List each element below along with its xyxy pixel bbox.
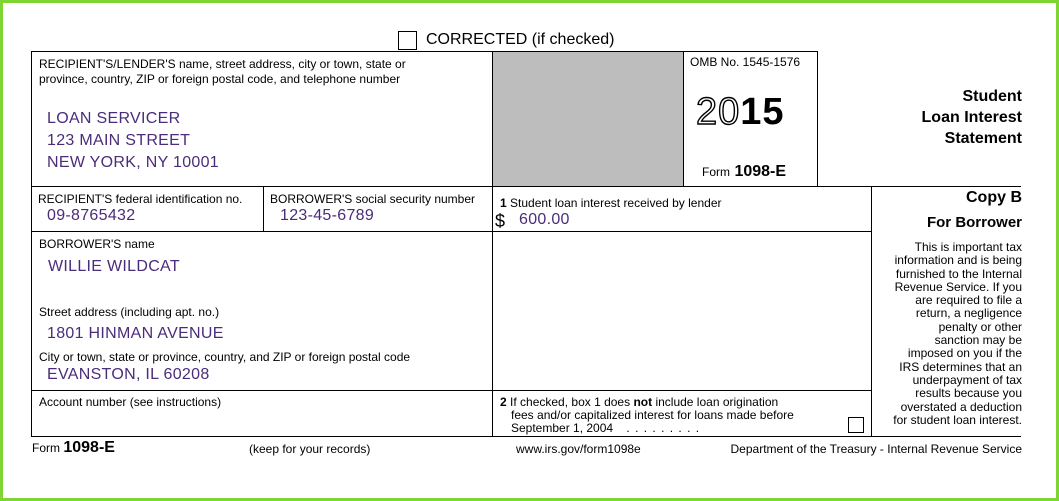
corrected-label: CORRECTED (if checked) — [426, 31, 615, 48]
tax-year — [696, 91, 785, 134]
box2-line2: fees and/or capitalized interest for loans made before — [511, 408, 794, 422]
recipient-label-line1: RECIPIENT'S/LENDER'S name, street address, city or town, state or — [39, 57, 406, 71]
notice-line: return, a negligence — [915, 306, 1022, 321]
grid-line — [871, 186, 872, 437]
grid-line — [31, 51, 32, 437]
notice-line: This is important tax — [914, 240, 1022, 254]
borrower-name-label: BORROWER'S name — [39, 237, 155, 251]
recipient-name[interactable]: LOAN SERVICER — [47, 110, 181, 127]
box2-text-c: include loan origination — [652, 395, 779, 409]
grid-line — [31, 231, 872, 232]
corrected-checkbox[interactable] — [398, 31, 417, 50]
borrower-street[interactable]: 1801 HINMAN AVENUE — [47, 325, 224, 342]
notice-line: penalty or other — [938, 319, 1022, 334]
footer-dept: Department of the Treasury - Internal Revenue Service — [730, 442, 1022, 456]
notice-line: underpayment of tax — [912, 372, 1022, 387]
notice-line: furnished to the Internal — [895, 266, 1022, 281]
recipient-city[interactable]: NEW YORK, NY 10001 — [47, 154, 219, 171]
form-title-line2: Loan Interest — [921, 109, 1022, 126]
grid-line — [31, 390, 872, 391]
box1-text: Student loan interest received by lender — [510, 196, 722, 210]
box1-dollar: $ — [495, 211, 506, 231]
copy-title: Copy B — [966, 189, 1022, 206]
box2-line1 — [500, 395, 778, 409]
account-label: Account number (see instructions) — [39, 395, 222, 409]
borrower-street-label: Street address (including apt. no.) — [39, 305, 220, 319]
recipient-label-line2: province, country, ZIP or foreign postal code, and telephone number — [39, 72, 401, 86]
grid-line — [31, 436, 1021, 437]
box2-text-not: not — [633, 395, 653, 409]
footer-form-prefix: Form — [32, 441, 60, 455]
borrower-city[interactable]: EVANSTON, IL 60208 — [47, 366, 210, 383]
form-title-line3: Statement — [944, 130, 1022, 147]
footer-form-name: 1098-E — [63, 439, 115, 456]
grid-line — [31, 51, 818, 52]
grid-line — [817, 51, 818, 187]
notice-line: imposed on you if the — [907, 346, 1022, 361]
box2-checkbox[interactable] — [848, 417, 864, 433]
form-id-prefix: Form — [702, 165, 730, 179]
grid-line — [683, 51, 684, 187]
notice-line: overstated a deduction — [900, 399, 1022, 414]
notice-line: are required to file a — [915, 293, 1022, 308]
box2-number: 2 — [500, 395, 507, 409]
tax-year-bold: 15 — [740, 91, 785, 133]
omb-number: OMB No. 1545-1576 — [690, 55, 801, 69]
tax-year-outline: 20 — [696, 91, 741, 133]
notice-line: results because you — [915, 386, 1022, 401]
notice-line: information and is being — [894, 253, 1022, 268]
copy-subtitle: For Borrower — [926, 214, 1022, 231]
notice-line: for student loan interest. — [893, 412, 1022, 427]
box2-dots: . . . . . . . . . — [626, 421, 701, 435]
borrower-city-label: City or town, state or province, country, and ZIP or foreign postal code — [39, 350, 411, 364]
borrower-ssn-value[interactable]: 123-45-6789 — [280, 207, 375, 224]
footer-keep: (keep for your records) — [249, 442, 371, 456]
form-title-line1: Student — [962, 88, 1022, 105]
borrower-ssn-label: BORROWER'S social security number — [270, 192, 476, 206]
box1-value[interactable]: 600.00 — [519, 211, 570, 228]
box2-date: September 1, 2004 — [511, 421, 614, 435]
footer-url[interactable]: www.irs.gov/form1098e — [516, 442, 641, 456]
box2-text-a: If checked, box 1 does — [510, 395, 634, 409]
shaded-box — [493, 52, 683, 186]
box2-line3 — [511, 421, 700, 435]
notice-line: Revenue Service. If you — [894, 279, 1022, 294]
footer-form — [32, 439, 115, 457]
box1-label — [500, 196, 722, 210]
form-title — [922, 86, 1022, 149]
grid-line — [31, 186, 1021, 187]
grid-line — [263, 186, 264, 232]
notice-line: sanction may be — [934, 333, 1022, 348]
form-id-name: 1098-E — [734, 163, 787, 180]
recipient-tin-value[interactable]: 09-8765432 — [47, 207, 136, 224]
notice-line: IRS determines that an — [899, 359, 1022, 374]
notice-text — [893, 241, 1022, 427]
recipient-tin-label: RECIPIENT'S federal identification no. — [38, 192, 243, 206]
form-id — [702, 163, 786, 181]
box1-number: 1 — [500, 196, 507, 210]
borrower-name[interactable]: WILLIE WILDCAT — [48, 258, 180, 275]
recipient-street[interactable]: 123 MAIN STREET — [47, 132, 191, 149]
